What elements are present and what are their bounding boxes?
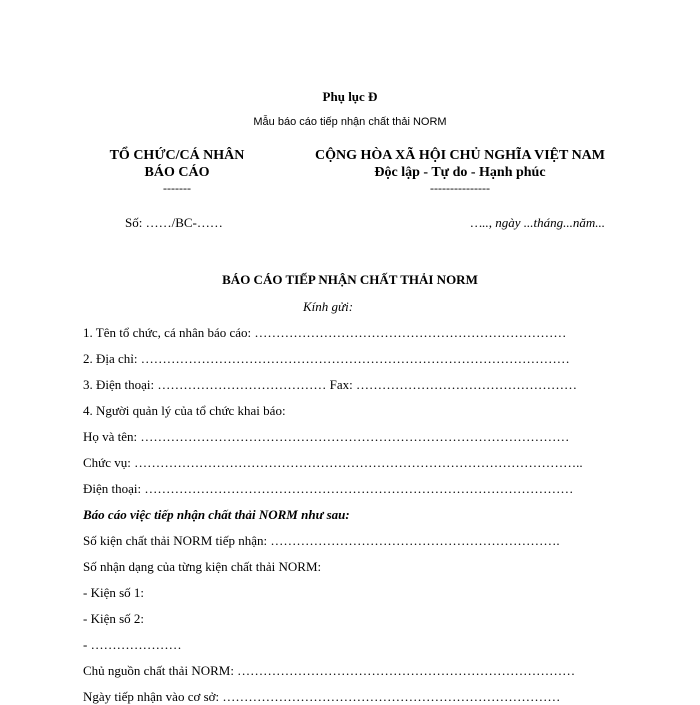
national-name: CỘNG HÒA XÃ HỘI CHỦ NGHĨA VIỆT NAM [314,148,605,163]
list-item-package-more: - ………………… [83,637,182,652]
field-address: 2. Địa chỉ: ……………………………………………………………………………………… [83,351,570,366]
list-item-package-2: - Kiện số 2: [83,611,145,626]
field-package-count: Số kiện chất thải NORM tiếp nhận: …………………………………………………………. [83,533,560,548]
list-item-package-1: - Kiện số 1: [83,585,145,600]
field-position: Chức vụ: ………………………………………………………………………………………….. [83,455,583,470]
field-manager-phone: Điện thoại: ……………………………………………………………………………………… [83,481,574,496]
appendix-title: Phụ lục Đ [322,89,378,104]
field-full-name: Họ và tên: ……………………………………………………………………………………… [83,429,570,444]
form-subtitle: Mẫu báo cáo tiếp nhận chất thải NORM [253,116,447,128]
right-rule: --------------- [430,181,490,195]
section-manager: 4. Người quản lý của tổ chức khai báo: [83,403,286,418]
addressee: Kính gửi: [303,299,354,314]
field-org-name: 1. Tên tổ chức, cá nhân báo cáo: ……………………………………………………………… [83,325,567,340]
national-motto: Độc lập - Tự do - Hạnh phúc [374,165,546,180]
field-phone-fax: 3. Điện thoại: ………………………………… Fax: …………………………………………… [83,377,577,392]
document-number: Số: ……/BC-…… [125,215,223,230]
report-title: BÁO CÁO TIẾP NHẬN CHẤT THẢI NORM [222,272,478,287]
field-waste-owner: Chủ nguồn chất thải NORM: …………………………………………………………………… [83,663,576,678]
org-name-label: TỔ CHỨC/CÁ NHÂN [109,148,245,163]
org-report-label: BÁO CÁO [144,165,210,180]
left-rule: ------- [163,181,191,195]
section-package-ids: Số nhận dạng của từng kiện chất thải NORM: [83,559,322,574]
field-receipt-date: Ngày tiếp nhận vào cơ sở: …………………………………………………………………… [83,689,561,704]
section-receipt-details: Báo cáo việc tiếp nhận chất thải NORM như sau: [83,507,350,522]
document-date: ….., ngày ...tháng...năm... [470,215,605,230]
